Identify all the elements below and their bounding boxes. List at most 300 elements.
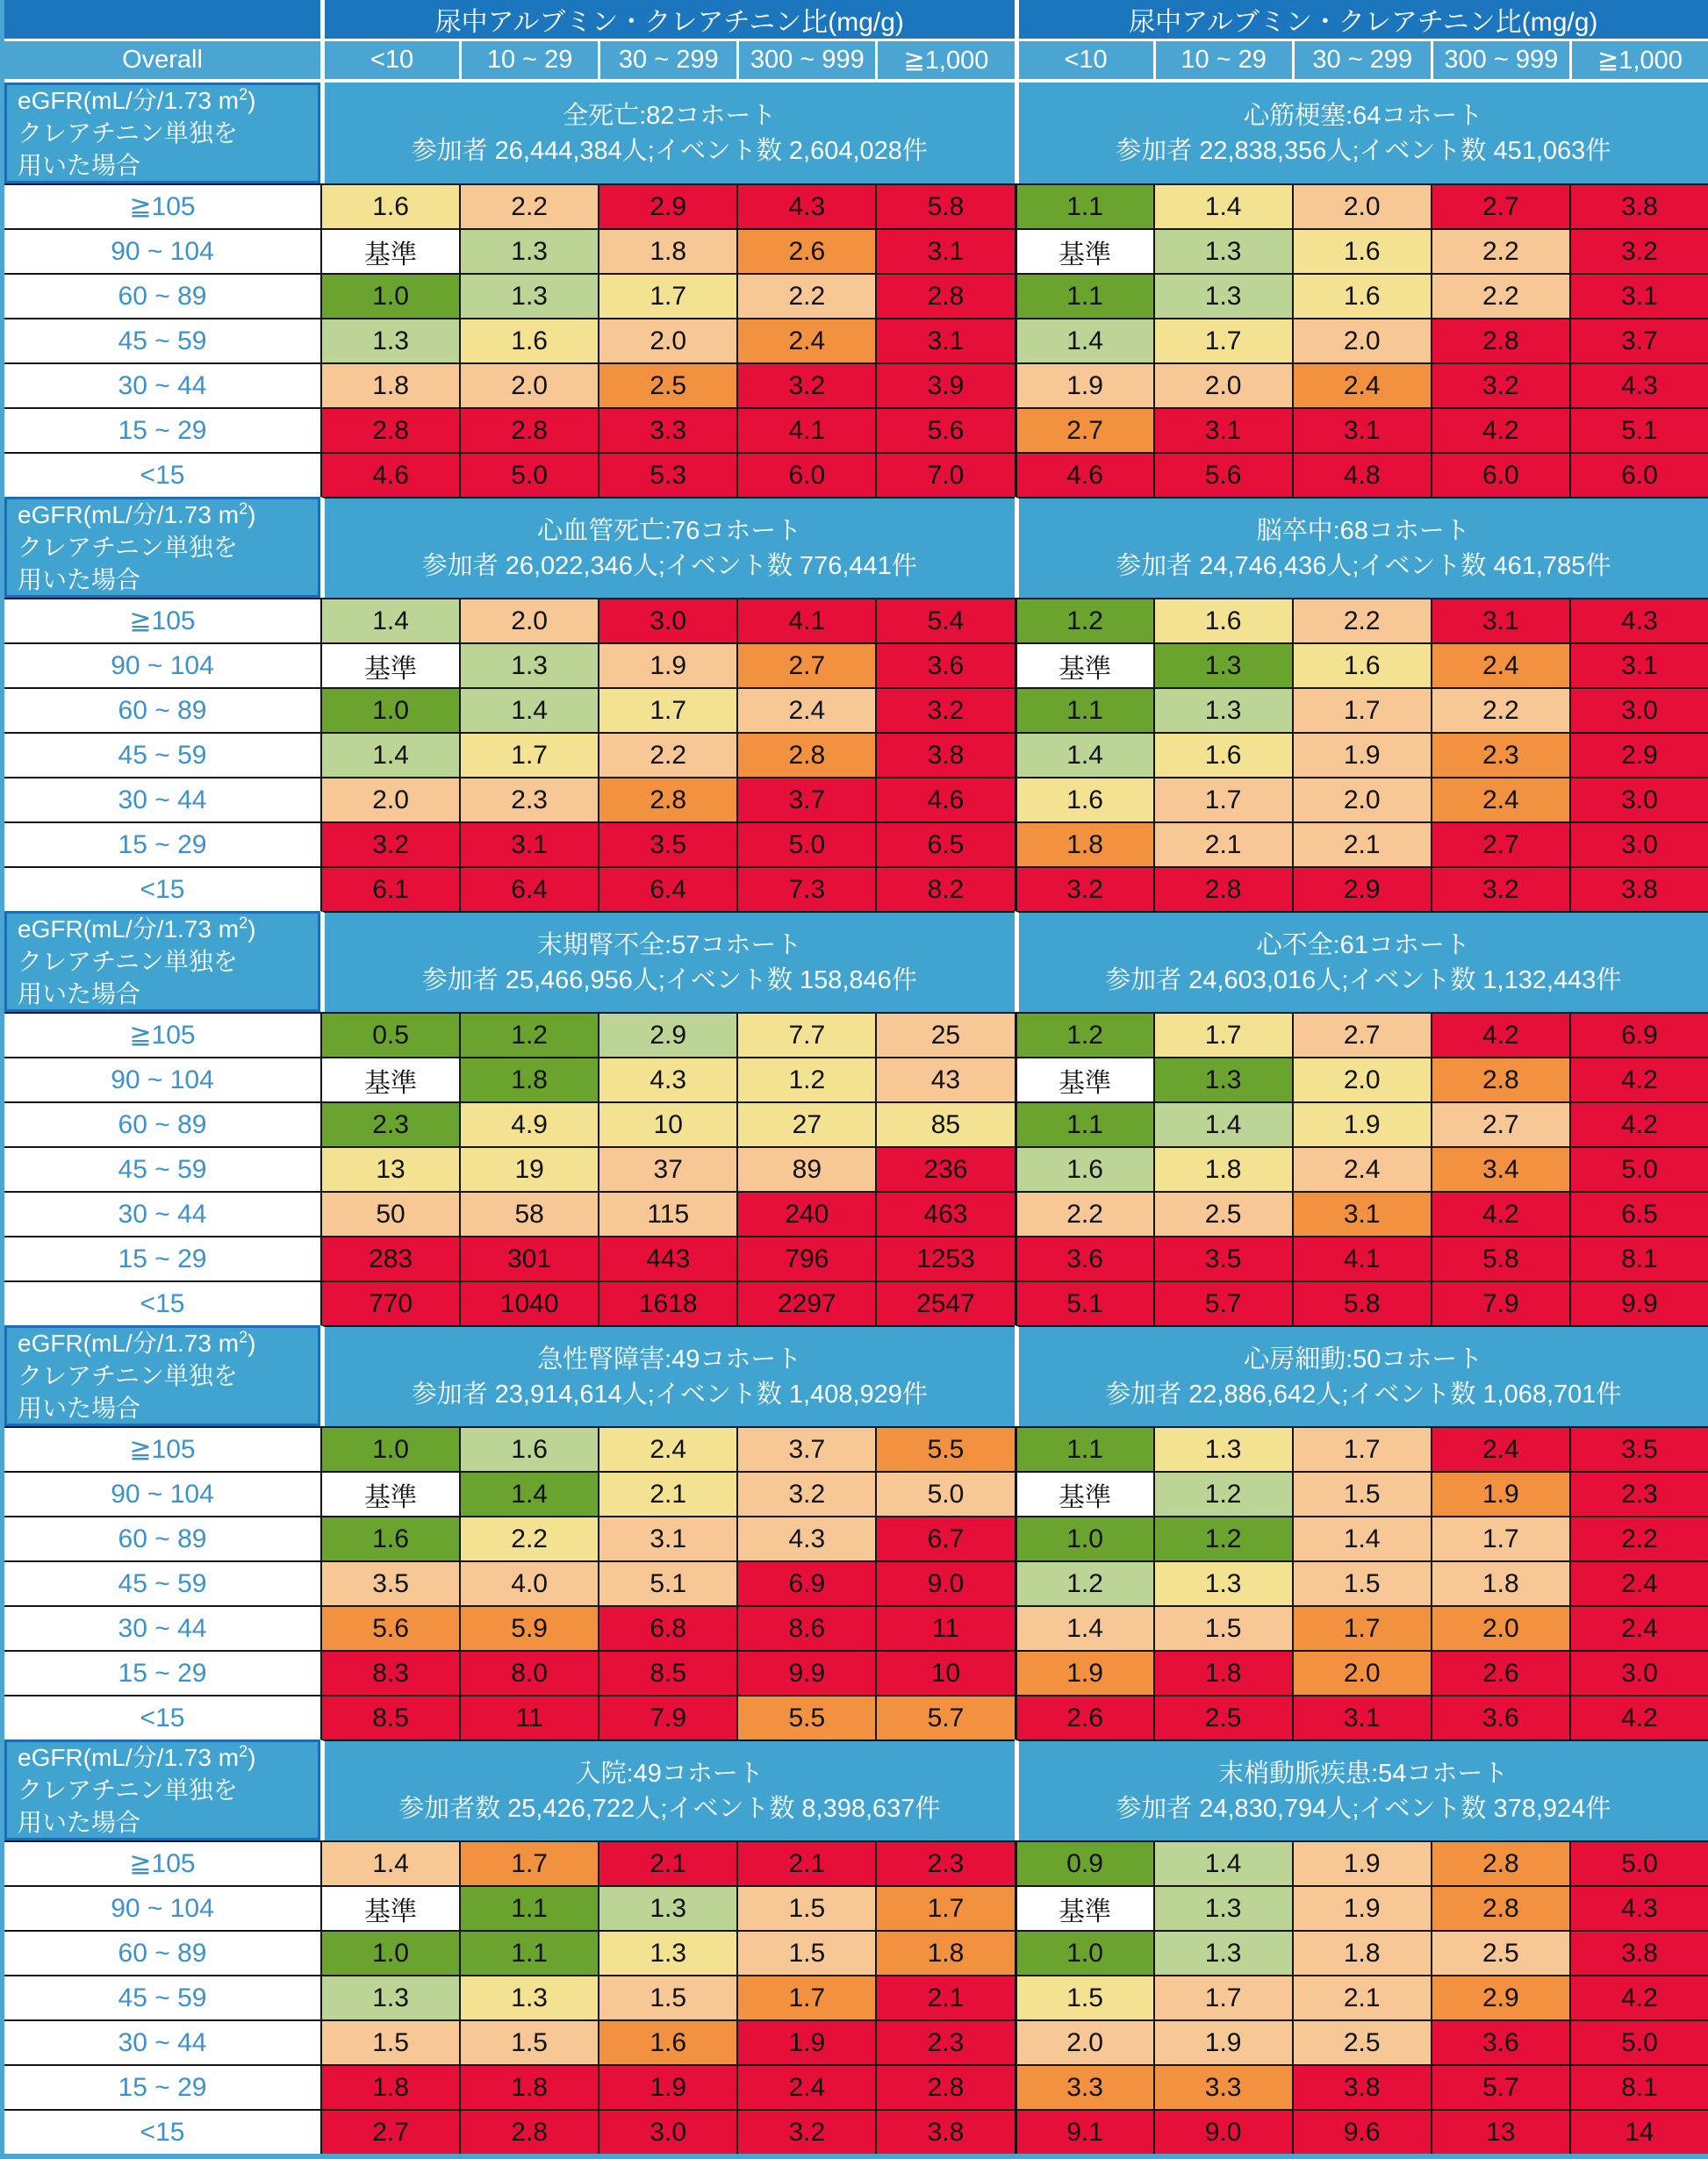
risk-cell: 8.5 bbox=[598, 1650, 736, 1695]
risk-cell: 1.9 bbox=[598, 2064, 736, 2109]
egfr-category-label: 90 ~ 104 bbox=[4, 228, 320, 273]
risk-cell: 1.3 bbox=[1153, 687, 1292, 732]
risk-cell: 3.2 bbox=[736, 362, 875, 407]
risk-cell: 3.6 bbox=[1015, 1236, 1153, 1280]
risk-cell: 8.5 bbox=[320, 1695, 459, 1739]
egfr-axis-label-pre: eGFR(mL/分/1.73 m bbox=[18, 87, 239, 114]
risk-cell: 3.1 bbox=[1153, 407, 1292, 452]
risk-cell: 6.4 bbox=[598, 866, 736, 911]
egfr-axis-label-sup: 2 bbox=[239, 1743, 248, 1761]
egfr-category-label: 45 ~ 59 bbox=[4, 1560, 320, 1605]
risk-cell: 基準 bbox=[320, 1885, 459, 1930]
risk-cell: 2.4 bbox=[736, 318, 875, 362]
risk-cell: 5.9 bbox=[459, 1605, 598, 1650]
risk-cell: 2.1 bbox=[1153, 821, 1292, 866]
risk-cell: 3.5 bbox=[1569, 1426, 1708, 1471]
risk-cell: 2.3 bbox=[320, 1101, 459, 1146]
risk-cell: 5.5 bbox=[736, 1695, 875, 1739]
risk-cell: 1.4 bbox=[459, 1471, 598, 1516]
risk-cell: 5.7 bbox=[1431, 2064, 1569, 2109]
risk-cell: 1.5 bbox=[459, 2019, 598, 2064]
outcome-panel-header-right bbox=[1015, 911, 1708, 1012]
risk-cell: 9.9 bbox=[1569, 1280, 1708, 1325]
risk-cell: 1.2 bbox=[1015, 1012, 1153, 1057]
risk-cell: 5.0 bbox=[459, 452, 598, 497]
risk-cell: 3.1 bbox=[1292, 407, 1431, 452]
risk-cell: 1.6 bbox=[598, 2019, 736, 2064]
egfr-category-label: <15 bbox=[4, 866, 320, 911]
risk-cell: 1.9 bbox=[1015, 362, 1153, 407]
risk-cell: 1.9 bbox=[1015, 1650, 1153, 1695]
risk-cell: 2.7 bbox=[1431, 1101, 1569, 1146]
risk-cell: 2297 bbox=[736, 1280, 875, 1325]
risk-cell: 1.7 bbox=[1153, 1012, 1292, 1057]
risk-cell: 4.1 bbox=[1292, 1236, 1431, 1280]
risk-cell: 2.0 bbox=[459, 362, 598, 407]
egfr-category-label: 45 ~ 59 bbox=[4, 318, 320, 362]
risk-cell: 1.6 bbox=[320, 183, 459, 228]
risk-cell: 2.6 bbox=[1431, 1650, 1569, 1695]
risk-cell: 3.5 bbox=[1153, 1236, 1292, 1280]
risk-cell: 2.8 bbox=[1431, 1057, 1569, 1101]
risk-cell: 4.0 bbox=[459, 1560, 598, 1605]
risk-cell: 3.1 bbox=[1569, 642, 1708, 687]
risk-cell: 1.4 bbox=[320, 1840, 459, 1885]
egfr-category-label: 15 ~ 29 bbox=[4, 407, 320, 452]
risk-cell: 4.2 bbox=[1569, 1695, 1708, 1739]
risk-cell: 4.2 bbox=[1431, 1191, 1569, 1236]
risk-cell: 1.5 bbox=[1292, 1471, 1431, 1516]
acr-col-header: 30 ~ 299 bbox=[1292, 41, 1431, 82]
egfr-axis-label-post: ) bbox=[248, 915, 255, 943]
risk-cell: 1.7 bbox=[736, 1975, 875, 2019]
egfr-category-label: 90 ~ 104 bbox=[4, 642, 320, 687]
risk-cell: 1.5 bbox=[1292, 1560, 1431, 1605]
risk-cell: 1.3 bbox=[598, 1885, 736, 1930]
risk-cell: 6.9 bbox=[1569, 1012, 1708, 1057]
risk-cell: 1.9 bbox=[1153, 2019, 1292, 2064]
risk-cell: 5.0 bbox=[1569, 1146, 1708, 1191]
risk-cell: 1.7 bbox=[1153, 318, 1292, 362]
risk-cell: 6.0 bbox=[1569, 452, 1708, 497]
risk-cell: 1.1 bbox=[459, 1885, 598, 1930]
risk-cell: 2.3 bbox=[875, 1840, 1014, 1885]
risk-cell: 1.2 bbox=[1153, 1516, 1292, 1560]
outcome-subtitle: 参加者 26,022,346人;イベント数 776,441件 bbox=[422, 549, 917, 584]
risk-cell: 2.3 bbox=[1569, 1471, 1708, 1516]
risk-cell: 4.3 bbox=[1569, 1885, 1708, 1930]
risk-cell: 1.4 bbox=[459, 687, 598, 732]
risk-cell: 2.5 bbox=[1292, 2019, 1431, 2064]
risk-cell: 1.7 bbox=[1292, 1605, 1431, 1650]
risk-cell: 基準 bbox=[320, 642, 459, 687]
egfr-category-label: 15 ~ 29 bbox=[4, 2064, 320, 2109]
risk-cell: 1.6 bbox=[1292, 228, 1431, 273]
risk-cell: 5.0 bbox=[736, 821, 875, 866]
risk-cell: 1.0 bbox=[320, 1930, 459, 1975]
risk-cell: 1.4 bbox=[320, 732, 459, 777]
risk-cell: 2.9 bbox=[598, 183, 736, 228]
egfr-axis-label-post: ) bbox=[248, 501, 255, 528]
risk-cell: 9.6 bbox=[1292, 2109, 1431, 2154]
risk-cell: 463 bbox=[875, 1191, 1014, 1236]
risk-cell: 5.6 bbox=[875, 407, 1014, 452]
risk-cell: 1.0 bbox=[320, 687, 459, 732]
risk-cell: 1253 bbox=[875, 1236, 1014, 1280]
egfr-axis-label-pre: eGFR(mL/分/1.73 m bbox=[18, 1330, 239, 1357]
risk-cell: 4.2 bbox=[1569, 1975, 1708, 2019]
risk-cell: 3.1 bbox=[1292, 1695, 1431, 1739]
egfr-axis-label-sup: 2 bbox=[239, 86, 248, 104]
risk-cell: 2.7 bbox=[320, 2109, 459, 2154]
risk-cell: 3.1 bbox=[1431, 598, 1569, 642]
risk-cell: 2.0 bbox=[459, 598, 598, 642]
risk-cell: 5.5 bbox=[875, 1426, 1014, 1471]
risk-cell: 3.2 bbox=[1431, 362, 1569, 407]
risk-cell: 基準 bbox=[1015, 1885, 1153, 1930]
risk-cell: 1.4 bbox=[1015, 1605, 1153, 1650]
risk-cell: 2.4 bbox=[1292, 362, 1431, 407]
risk-cell: 1.6 bbox=[1292, 642, 1431, 687]
risk-cell: 3.2 bbox=[736, 1471, 875, 1516]
risk-cell: 3.9 bbox=[875, 362, 1014, 407]
risk-cell: 基準 bbox=[1015, 642, 1153, 687]
egfr-axis-label-pre: eGFR(mL/分/1.73 m bbox=[18, 1744, 239, 1771]
risk-cell: 1.9 bbox=[1292, 732, 1431, 777]
risk-cell: 3.1 bbox=[459, 821, 598, 866]
risk-cell: 2.7 bbox=[1431, 183, 1569, 228]
risk-cell: 2.8 bbox=[875, 273, 1014, 318]
egfr-category-label: 30 ~ 44 bbox=[4, 362, 320, 407]
risk-cell: 4.3 bbox=[598, 1057, 736, 1101]
egfr-category-label: 90 ~ 104 bbox=[4, 1057, 320, 1101]
risk-cell: 1.8 bbox=[459, 1057, 598, 1101]
risk-cell: 4.1 bbox=[736, 598, 875, 642]
risk-cell: 6.8 bbox=[598, 1605, 736, 1650]
risk-cell: 7.7 bbox=[736, 1012, 875, 1057]
outcome-title: 入院:49コホート bbox=[576, 1756, 764, 1791]
risk-cell: 3.1 bbox=[875, 228, 1014, 273]
egfr-axis-label-line1 bbox=[18, 84, 255, 117]
risk-cell: 2.5 bbox=[1431, 1930, 1569, 1975]
outcome-title: 心房細動:50コホート bbox=[1244, 1342, 1482, 1377]
risk-cell: 1.5 bbox=[1153, 1605, 1292, 1650]
outcome-subtitle: 参加者 22,886,642人;イベント数 1,068,701件 bbox=[1105, 1377, 1621, 1412]
risk-cell: 8.1 bbox=[1569, 1236, 1708, 1280]
risk-cell: 2.8 bbox=[459, 407, 598, 452]
outcome-panel-header-right bbox=[1015, 1325, 1708, 1426]
risk-cell: 58 bbox=[459, 1191, 598, 1236]
risk-cell: 4.6 bbox=[320, 452, 459, 497]
risk-cell: 1.2 bbox=[459, 1012, 598, 1057]
egfr-category-label: 30 ~ 44 bbox=[4, 777, 320, 821]
risk-cell: 1.6 bbox=[1015, 1146, 1153, 1191]
risk-cell: 1.3 bbox=[1153, 1885, 1292, 1930]
outcome-panel-header-left bbox=[320, 82, 1015, 183]
risk-cell: 3.8 bbox=[875, 2109, 1014, 2154]
risk-cell: 3.2 bbox=[736, 2109, 875, 2154]
risk-cell: 2.0 bbox=[1292, 1650, 1431, 1695]
risk-cell: 2.8 bbox=[1431, 1840, 1569, 1885]
risk-cell: 770 bbox=[320, 1280, 459, 1325]
risk-cell: 3.3 bbox=[1153, 2064, 1292, 2109]
egfr-axis-label-pre: eGFR(mL/分/1.73 m bbox=[18, 501, 239, 528]
risk-cell: 3.0 bbox=[1569, 687, 1708, 732]
egfr-axis-label-line3: 用いた場合 bbox=[18, 149, 140, 182]
egfr-axis-label-pre: eGFR(mL/分/1.73 m bbox=[18, 915, 239, 943]
egfr-axis-label-line2: クレアチニン単独を bbox=[18, 1774, 238, 1806]
risk-cell: 1.8 bbox=[320, 2064, 459, 2109]
risk-cell: 6.0 bbox=[736, 452, 875, 497]
risk-cell: 1.0 bbox=[320, 273, 459, 318]
risk-cell: 7.0 bbox=[875, 452, 1014, 497]
risk-cell: 2.8 bbox=[1431, 318, 1569, 362]
outcome-panel-header-left bbox=[320, 1325, 1015, 1426]
risk-cell: 9.1 bbox=[1015, 2109, 1153, 2154]
risk-cell: 3.5 bbox=[598, 821, 736, 866]
risk-cell: 3.6 bbox=[1431, 2019, 1569, 2064]
risk-cell: 9.0 bbox=[1153, 2109, 1292, 2154]
risk-cell: 2.1 bbox=[598, 1840, 736, 1885]
risk-cell: 1.7 bbox=[875, 1885, 1014, 1930]
outcome-panel-header-right bbox=[1015, 1739, 1708, 1840]
risk-cell: 2.0 bbox=[1015, 2019, 1153, 2064]
risk-cell: 1.3 bbox=[320, 318, 459, 362]
risk-cell: 10 bbox=[598, 1101, 736, 1146]
egfr-axis-label bbox=[4, 497, 320, 598]
risk-cell: 1.3 bbox=[1153, 1930, 1292, 1975]
risk-cell: 5.1 bbox=[1569, 407, 1708, 452]
egfr-category-label: <15 bbox=[4, 452, 320, 497]
risk-cell: 基準 bbox=[1015, 1471, 1153, 1516]
risk-cell: 37 bbox=[598, 1146, 736, 1191]
risk-cell: 1.7 bbox=[1292, 1426, 1431, 1471]
risk-cell: 89 bbox=[736, 1146, 875, 1191]
risk-cell: 2.1 bbox=[736, 1840, 875, 1885]
risk-cell: 4.3 bbox=[736, 183, 875, 228]
risk-cell: 2.0 bbox=[1292, 1057, 1431, 1101]
risk-cell: 4.1 bbox=[736, 407, 875, 452]
risk-cell: 4.3 bbox=[736, 1516, 875, 1560]
risk-cell: 3.0 bbox=[598, 598, 736, 642]
risk-cell: 2547 bbox=[875, 1280, 1014, 1325]
risk-cell: 基準 bbox=[320, 1471, 459, 1516]
outcome-subtitle: 参加者 24,746,436人;イベント数 461,785件 bbox=[1116, 549, 1611, 584]
risk-cell: 1.2 bbox=[1015, 1560, 1153, 1605]
risk-cell: 2.3 bbox=[875, 2019, 1014, 2064]
risk-cell: 1.8 bbox=[1153, 1146, 1292, 1191]
risk-cell: 1.3 bbox=[459, 228, 598, 273]
risk-cell: 4.6 bbox=[875, 777, 1014, 821]
acr-group-header-right: 尿中アルブミン・クレアチニン比(mg/g) bbox=[1015, 0, 1708, 41]
risk-cell: 4.6 bbox=[1015, 452, 1153, 497]
risk-cell: 1.7 bbox=[459, 732, 598, 777]
risk-cell: 2.9 bbox=[1292, 866, 1431, 911]
risk-cell: 2.1 bbox=[875, 1975, 1014, 2019]
risk-cell: 1.1 bbox=[1015, 273, 1153, 318]
risk-cell: 2.2 bbox=[1569, 1516, 1708, 1560]
outcome-subtitle: 参加者数 25,426,722人;イベント数 8,398,637件 bbox=[398, 1791, 940, 1826]
risk-cell: 1.4 bbox=[1015, 318, 1153, 362]
risk-cell: 115 bbox=[598, 1191, 736, 1236]
risk-cell: 1.9 bbox=[1292, 1101, 1431, 1146]
acr-col-header: 300 ~ 999 bbox=[1431, 41, 1569, 82]
risk-cell: 6.4 bbox=[459, 866, 598, 911]
outcome-panel-header-right bbox=[1015, 497, 1708, 598]
risk-cell: 9.9 bbox=[736, 1650, 875, 1695]
risk-cell: 2.1 bbox=[1292, 1975, 1431, 2019]
risk-cell: 8.3 bbox=[320, 1650, 459, 1695]
risk-cell: 4.2 bbox=[1569, 1101, 1708, 1146]
risk-cell: 10 bbox=[875, 1650, 1014, 1695]
risk-cell: 2.4 bbox=[1569, 1560, 1708, 1605]
acr-col-header: <10 bbox=[1015, 41, 1153, 82]
egfr-category-label: 45 ~ 59 bbox=[4, 1146, 320, 1191]
risk-cell: 3.0 bbox=[1569, 821, 1708, 866]
risk-cell: 1.2 bbox=[1015, 598, 1153, 642]
risk-cell: 1.7 bbox=[598, 687, 736, 732]
risk-cell: 2.0 bbox=[320, 777, 459, 821]
risk-cell: 2.2 bbox=[1431, 273, 1569, 318]
risk-cell: 2.2 bbox=[459, 1516, 598, 1560]
risk-cell: 2.6 bbox=[736, 228, 875, 273]
risk-cell: 1.9 bbox=[598, 642, 736, 687]
risk-cell: 2.4 bbox=[1569, 1605, 1708, 1650]
risk-cell: 2.0 bbox=[1431, 1605, 1569, 1650]
outcome-subtitle: 参加者 22,838,356人;イベント数 451,063件 bbox=[1116, 133, 1611, 169]
risk-cell: 85 bbox=[875, 1101, 1014, 1146]
risk-cell: 6.5 bbox=[875, 821, 1014, 866]
egfr-category-label: ≧105 bbox=[4, 183, 320, 228]
risk-cell: 3.0 bbox=[1569, 777, 1708, 821]
risk-cell: 1.6 bbox=[320, 1516, 459, 1560]
outcome-title: 末梢動脈疾患:54コホート bbox=[1218, 1756, 1508, 1791]
risk-cell: 2.2 bbox=[736, 273, 875, 318]
risk-cell: 3.8 bbox=[1292, 2064, 1431, 2109]
egfr-axis-label-sup: 2 bbox=[239, 915, 248, 932]
risk-cell: 3.2 bbox=[1431, 866, 1569, 911]
egfr-category-label: 30 ~ 44 bbox=[4, 1605, 320, 1650]
risk-cell: 2.4 bbox=[1431, 777, 1569, 821]
risk-cell: 1.8 bbox=[1431, 1560, 1569, 1605]
egfr-axis-label-sup: 2 bbox=[239, 1329, 248, 1346]
risk-cell: 3.1 bbox=[598, 1516, 736, 1560]
risk-cell: 796 bbox=[736, 1236, 875, 1280]
egfr-category-label: 30 ~ 44 bbox=[4, 2019, 320, 2064]
risk-cell: 1618 bbox=[598, 1280, 736, 1325]
risk-cell: 1.6 bbox=[1153, 598, 1292, 642]
table-corner bbox=[4, 0, 320, 41]
egfr-axis-label-sup: 2 bbox=[239, 500, 248, 518]
risk-cell: 2.1 bbox=[598, 1471, 736, 1516]
risk-cell: 2.1 bbox=[1292, 821, 1431, 866]
risk-cell: 1.3 bbox=[459, 1975, 598, 2019]
acr-col-header: 10 ~ 29 bbox=[459, 41, 598, 82]
risk-cell: 3.7 bbox=[736, 777, 875, 821]
egfr-axis-label-line2: クレアチニン単独を bbox=[18, 531, 238, 563]
risk-cell: 5.0 bbox=[875, 1471, 1014, 1516]
risk-cell: 1.8 bbox=[459, 2064, 598, 2109]
egfr-category-label: 60 ~ 89 bbox=[4, 1516, 320, 1560]
risk-cell: 13 bbox=[320, 1146, 459, 1191]
egfr-category-label: 60 ~ 89 bbox=[4, 1101, 320, 1146]
risk-cell: 1.7 bbox=[1153, 777, 1292, 821]
risk-cell: 2.3 bbox=[1431, 732, 1569, 777]
risk-cell: 1.8 bbox=[598, 228, 736, 273]
acr-group-header-left: 尿中アルブミン・クレアチニン比(mg/g) bbox=[320, 0, 1015, 41]
risk-cell: 1.4 bbox=[320, 598, 459, 642]
risk-cell: 3.8 bbox=[1569, 866, 1708, 911]
risk-cell: 1.3 bbox=[598, 1930, 736, 1975]
risk-cell: 4.8 bbox=[1292, 452, 1431, 497]
risk-cell: 2.0 bbox=[1153, 362, 1292, 407]
risk-cell: 8.1 bbox=[1569, 2064, 1708, 2109]
egfr-axis-label-line1 bbox=[18, 913, 255, 945]
risk-cell: 5.8 bbox=[1292, 1280, 1431, 1325]
risk-cell: 1.3 bbox=[459, 642, 598, 687]
risk-cell: 2.8 bbox=[875, 2064, 1014, 2109]
risk-cell: 4.9 bbox=[459, 1101, 598, 1146]
risk-cell: 2.4 bbox=[1292, 1146, 1431, 1191]
outcome-title: 脳卒中:68コホート bbox=[1257, 513, 1470, 549]
outcome-title: 急性腎障害:49コホート bbox=[537, 1342, 801, 1377]
risk-cell: 1.2 bbox=[1153, 1471, 1292, 1516]
risk-cell: 3.8 bbox=[1569, 183, 1708, 228]
overall-header: Overall bbox=[4, 41, 320, 82]
risk-cell: 2.8 bbox=[1431, 1885, 1569, 1930]
risk-cell: 1.2 bbox=[736, 1057, 875, 1101]
risk-cell: 3.7 bbox=[736, 1426, 875, 1471]
acr-col-header: ≧1,000 bbox=[875, 41, 1014, 82]
risk-cell: 1.0 bbox=[1015, 1930, 1153, 1975]
risk-cell: 1.5 bbox=[1015, 1975, 1153, 2019]
egfr-axis-label-post: ) bbox=[248, 1330, 255, 1357]
risk-cell: 1.7 bbox=[459, 1840, 598, 1885]
risk-cell: 1.1 bbox=[1015, 1426, 1153, 1471]
risk-cell: 3.2 bbox=[875, 687, 1014, 732]
risk-cell: 2.2 bbox=[459, 183, 598, 228]
egfr-axis-label-line2: クレアチニン単独を bbox=[18, 1359, 238, 1392]
risk-cell: 5.6 bbox=[1153, 452, 1292, 497]
risk-cell: 5.4 bbox=[875, 598, 1014, 642]
egfr-axis-label bbox=[4, 1325, 320, 1426]
risk-cell: 基準 bbox=[320, 228, 459, 273]
risk-cell: 1.8 bbox=[320, 362, 459, 407]
risk-cell: 5.6 bbox=[320, 1605, 459, 1650]
risk-cell: 1.0 bbox=[320, 1426, 459, 1471]
egfr-category-label: 30 ~ 44 bbox=[4, 1191, 320, 1236]
egfr-category-label: <15 bbox=[4, 2109, 320, 2154]
risk-cell: 2.2 bbox=[1431, 228, 1569, 273]
egfr-category-label: 90 ~ 104 bbox=[4, 1885, 320, 1930]
risk-cell: 3.3 bbox=[1015, 2064, 1153, 2109]
acr-col-header: 300 ~ 999 bbox=[736, 41, 875, 82]
risk-cell: 11 bbox=[875, 1605, 1014, 1650]
egfr-axis-label-line3: 用いた場合 bbox=[18, 1806, 140, 1839]
risk-cell: 1.6 bbox=[1292, 273, 1431, 318]
egfr-category-label: ≧105 bbox=[4, 598, 320, 642]
risk-cell: 基準 bbox=[320, 1057, 459, 1101]
outcome-subtitle: 参加者 25,466,956人;イベント数 158,846件 bbox=[422, 963, 917, 998]
outcome-subtitle: 参加者 26,444,384人;イベント数 2,604,028件 bbox=[412, 133, 928, 169]
risk-cell: 240 bbox=[736, 1191, 875, 1236]
risk-cell: 5.0 bbox=[1569, 1840, 1708, 1885]
risk-cell: 2.7 bbox=[1431, 821, 1569, 866]
risk-cell: 1.9 bbox=[1292, 1840, 1431, 1885]
risk-cell: 1040 bbox=[459, 1280, 598, 1325]
risk-cell: 11 bbox=[459, 1695, 598, 1739]
risk-cell: 1.1 bbox=[1015, 1101, 1153, 1146]
